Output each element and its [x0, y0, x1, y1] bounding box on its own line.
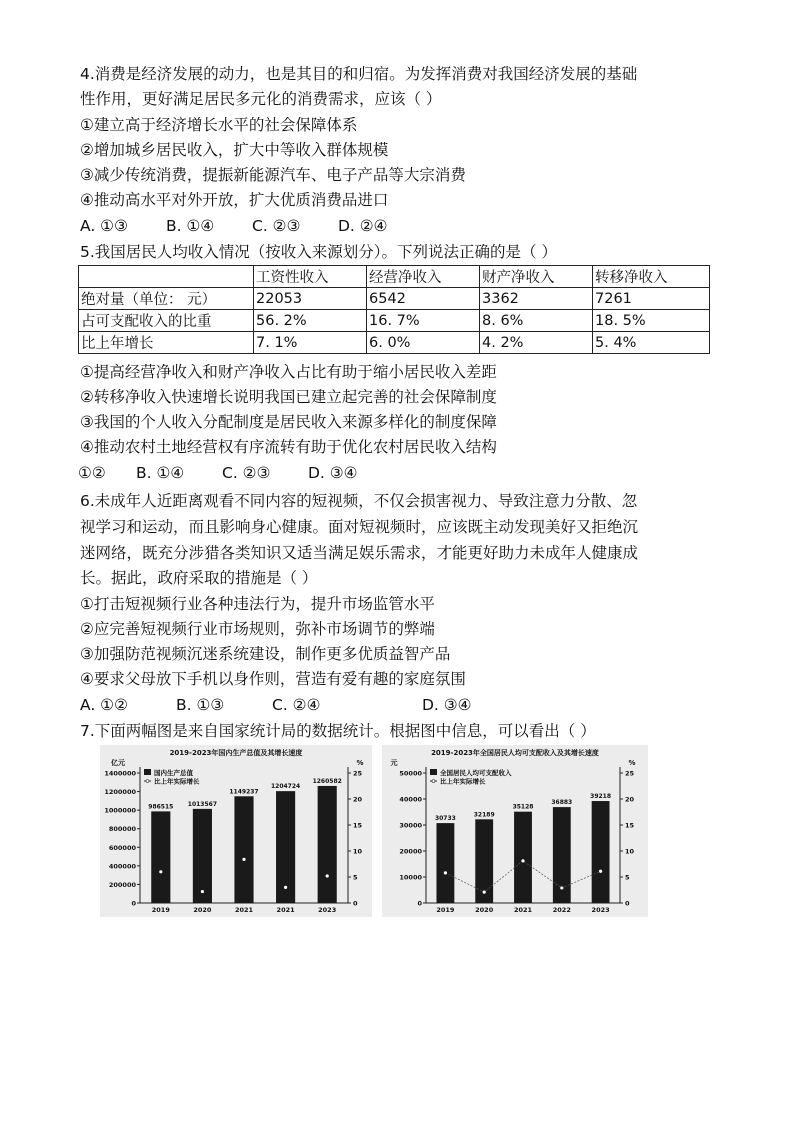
y-tick-label-left: 0 — [131, 899, 136, 908]
q4-stem-line1: 4.消费是经济发展的动力，也是其目的和归宿。为发挥消费对我国经济发展的基础 — [80, 65, 638, 83]
bar-value-label: 1260582 — [312, 777, 342, 785]
q4-item-3: ③减少传统消费，提振新能源汽车、电子产品等大宗消费 — [80, 166, 466, 184]
q4-option-b[interactable]: B. ①④ — [166, 217, 215, 235]
y-tick-label-right: 0 — [353, 899, 358, 908]
growth-point-2022 — [560, 886, 563, 889]
chart-title: 2019-2023年国内生产总值及其增长速度 — [169, 749, 303, 757]
table-cell: 7261 — [593, 288, 710, 310]
bar-2019 — [436, 823, 454, 903]
q5-item-4: ④推动农村土地经营权有序流转有助于优化农村居民收入结构 — [80, 438, 497, 456]
y-tick-label-left: 10000 — [399, 873, 422, 882]
y-tick-label-right: 5 — [625, 873, 630, 882]
q6-item-2: ②应完善短视频行业市场规则，弥补市场调节的弊端 — [80, 620, 435, 638]
y-tick-label-right: 25 — [353, 769, 363, 778]
y-tick-label-left: 200000 — [108, 880, 136, 889]
x-tick-label: 2023 — [318, 906, 337, 914]
bar-value-label: 32189 — [473, 811, 495, 819]
q5-options — [78, 463, 394, 483]
q5-option-b[interactable]: B. ①④ — [136, 464, 185, 482]
x-tick-label: 2020 — [193, 906, 212, 914]
table-cell: 6542 — [367, 288, 480, 310]
q5-item-3: ③我国的个人收入分配制度是居民收入来源多样化的制度保障 — [80, 413, 497, 431]
bar-value-label: 35128 — [512, 803, 534, 811]
y-tick-label-right: 25 — [625, 769, 635, 778]
q5-item-2: ②转移净收入快速增长说明我国已建立起完善的社会保障制度 — [80, 388, 497, 406]
y-tick-label-left: 20000 — [399, 847, 422, 856]
y-tick-label-right: 0 — [625, 899, 630, 908]
table-cell: 3362 — [480, 288, 593, 310]
table-cell: 56. 2% — [254, 310, 367, 332]
legend-label-line: 比上年实际增长 — [440, 777, 486, 786]
q4-option-c[interactable]: C. ②③ — [252, 217, 301, 235]
q6-stem-line1: 6.未成年人近距离观看不同内容的短视频，不仅会损害视力、导致注意力分散、忽 — [80, 492, 638, 510]
growth-point-2023 — [599, 870, 602, 873]
q5-stem: 5.我国居民人均收入情况（按收入来源划分）。下列说法正确的是（ ） — [80, 243, 557, 261]
y-tick-label-right: 10 — [625, 847, 635, 856]
y-axis-unit-right: % — [628, 759, 636, 767]
table-cell: 18. 5% — [593, 310, 710, 332]
y-axis-unit-left: 亿元 — [111, 759, 125, 767]
table-cell: 5. 4% — [593, 332, 710, 354]
legend-label-bar: 全国居民人均可支配收入 — [440, 769, 512, 777]
q5-option-a[interactable]: ①② — [78, 464, 106, 482]
table-cell: 22053 — [254, 288, 367, 310]
y-tick-label-left: 1200000 — [104, 788, 136, 797]
q5-item-1: ①提高经营净收入和财产净收入占比有助于缩小居民收入差距 — [80, 363, 497, 381]
x-tick-label: 2019 — [436, 906, 455, 914]
bar-value-label: 36883 — [551, 799, 573, 807]
bar-value-label: 30733 — [434, 815, 456, 823]
q6-item-1: ①打击短视频行业各种违法行为，提升市场监管水平 — [80, 595, 435, 613]
income-chart-svg — [382, 745, 648, 917]
y-tick-label-left: 600000 — [108, 843, 136, 852]
q6-option-a[interactable]: A. ①② — [80, 696, 128, 714]
q4-options — [80, 216, 424, 236]
q6-options — [80, 695, 508, 715]
table-cell: 16. 7% — [367, 310, 480, 332]
table-cell: 工资性收入 — [254, 266, 367, 288]
growth-point-2020 — [201, 890, 204, 893]
x-tick-label: 2021 — [234, 906, 254, 914]
q4-item-1: ①建立高于经济增长水平的社会保障体系 — [80, 116, 358, 134]
y-tick-label-right: 5 — [353, 873, 358, 882]
y-axis-unit-left: 元 — [390, 759, 398, 767]
gdp-chart-svg — [100, 745, 372, 917]
legend-swatch-bar — [144, 769, 151, 775]
y-tick-label-left: 40000 — [399, 795, 422, 804]
y-tick-label-left: 1000000 — [104, 806, 136, 815]
x-tick-label: 2020 — [475, 906, 494, 914]
q6-option-c[interactable]: C. ②④ — [272, 696, 321, 714]
bar-value-label: 1149237 — [229, 788, 259, 796]
legend-marker — [432, 780, 435, 783]
table-cell: 占可支配收入的比重 — [79, 310, 254, 332]
table-header-row — [79, 266, 710, 288]
growth-point-2022 — [284, 886, 287, 889]
growth-point-2023 — [326, 874, 329, 877]
bar-2020 — [475, 819, 493, 903]
table-cell: 比上年增长 — [79, 332, 254, 354]
q4-item-2: ②增加城乡居民收入，扩大中等收入群体规模 — [80, 141, 389, 159]
table-row — [79, 310, 710, 332]
chart-title: 2019-2023年全国居民人均可支配收入及其增长速度 — [431, 749, 599, 757]
q6-option-b[interactable]: B. ①③ — [176, 696, 225, 714]
table-row — [79, 332, 710, 354]
bar-value-label: 1013567 — [187, 800, 218, 808]
bar-2019 — [151, 811, 170, 903]
y-tick-label-left: 1400000 — [104, 769, 136, 778]
q5-option-d[interactable]: D. ③④ — [308, 464, 358, 482]
table-row — [79, 288, 710, 310]
q7-stem: 7.下面两幅图是来自国家统计局的数据统计。根据图中信息，可以看出（ ） — [80, 722, 596, 740]
y-tick-label-left: 50000 — [399, 769, 422, 778]
growth-point-2019 — [444, 871, 447, 874]
growth-point-2021 — [521, 859, 524, 862]
table-cell: 8. 6% — [480, 310, 593, 332]
q6-stem-line4: 长。据此，政府采取的措施是（ ） — [80, 569, 318, 587]
q4-option-a[interactable]: A. ①③ — [80, 217, 128, 235]
y-tick-label-right: 15 — [353, 821, 363, 830]
bar-2021 — [234, 796, 253, 903]
y-tick-label-left: 400000 — [108, 862, 136, 871]
y-tick-label-right: 20 — [353, 795, 363, 804]
q4-item-4: ④推动高水平对外开放，扩大优质消费品进口 — [80, 191, 389, 209]
x-tick-label: 2021 — [276, 906, 295, 914]
bar-value-label: 986515 — [148, 803, 174, 811]
growth-point-2021 — [242, 858, 245, 861]
q6-item-4: ④要求父母放下手机以身作则，营造有爱有趣的家庭氛围 — [80, 670, 466, 688]
legend-marker — [146, 780, 149, 783]
q4-stem-line2: 性作用，更好满足居民多元化的消费需求，应该（ ） — [80, 90, 442, 108]
q6-item-3: ③加强防范视频沉迷系统建设，制作更多优质益智产品 — [80, 645, 451, 663]
y-tick-label-left: 800000 — [108, 825, 136, 834]
x-tick-label: 2023 — [591, 906, 610, 914]
table-cell: 4. 2% — [480, 332, 593, 354]
legend-swatch-bar — [430, 769, 437, 775]
q5-option-c[interactable]: C. ②③ — [222, 464, 271, 482]
table-cell: 财产净收入 — [480, 266, 593, 288]
y-tick-label-right: 20 — [625, 795, 635, 804]
bar-2020 — [193, 809, 212, 903]
legend-label-line: 比上年实际增长 — [154, 777, 200, 786]
q6-stem-line3: 迷网络，既充分涉猎各类知识又适当满足娱乐需求，才能更好助力未成年人健康成 — [80, 544, 639, 562]
x-tick-label: 2019 — [151, 906, 170, 914]
table-cell: 6. 0% — [367, 332, 480, 354]
x-tick-label: 2021 — [513, 906, 533, 914]
table-cell: 转移净收入 — [593, 266, 710, 288]
x-tick-label: 2022 — [552, 906, 571, 914]
table-cell: 经营净收入 — [367, 266, 480, 288]
y-tick-label-right: 15 — [625, 821, 635, 830]
table-cell — [79, 266, 254, 288]
bar-2023 — [592, 801, 610, 903]
table-cell: 绝对量（单位： 元） — [79, 288, 254, 310]
y-tick-label-right: 10 — [353, 847, 363, 856]
bar-value-label: 1204724 — [270, 783, 301, 791]
q6-option-d[interactable]: D. ③④ — [422, 696, 472, 714]
table-cell: 7. 1% — [254, 332, 367, 354]
q4-option-d[interactable]: D. ②④ — [338, 217, 388, 235]
income-table — [78, 265, 710, 354]
legend-label-bar: 国内生产总值 — [154, 769, 193, 777]
bar-value-label: 39218 — [590, 793, 612, 801]
bar-2023 — [318, 786, 337, 903]
y-tick-label-left: 0 — [417, 899, 422, 908]
growth-point-2020 — [483, 890, 486, 893]
y-tick-label-left: 30000 — [399, 821, 422, 830]
bar-2021 — [514, 812, 532, 903]
growth-point-2019 — [159, 870, 162, 873]
y-axis-unit-right: % — [356, 759, 364, 767]
income-chart — [382, 745, 648, 917]
q6-stem-line2: 视学习和运动，而且影响身心健康。面对短视频时，应该既主动发现美好又拒绝沉 — [80, 518, 639, 536]
gdp-chart — [100, 745, 372, 917]
